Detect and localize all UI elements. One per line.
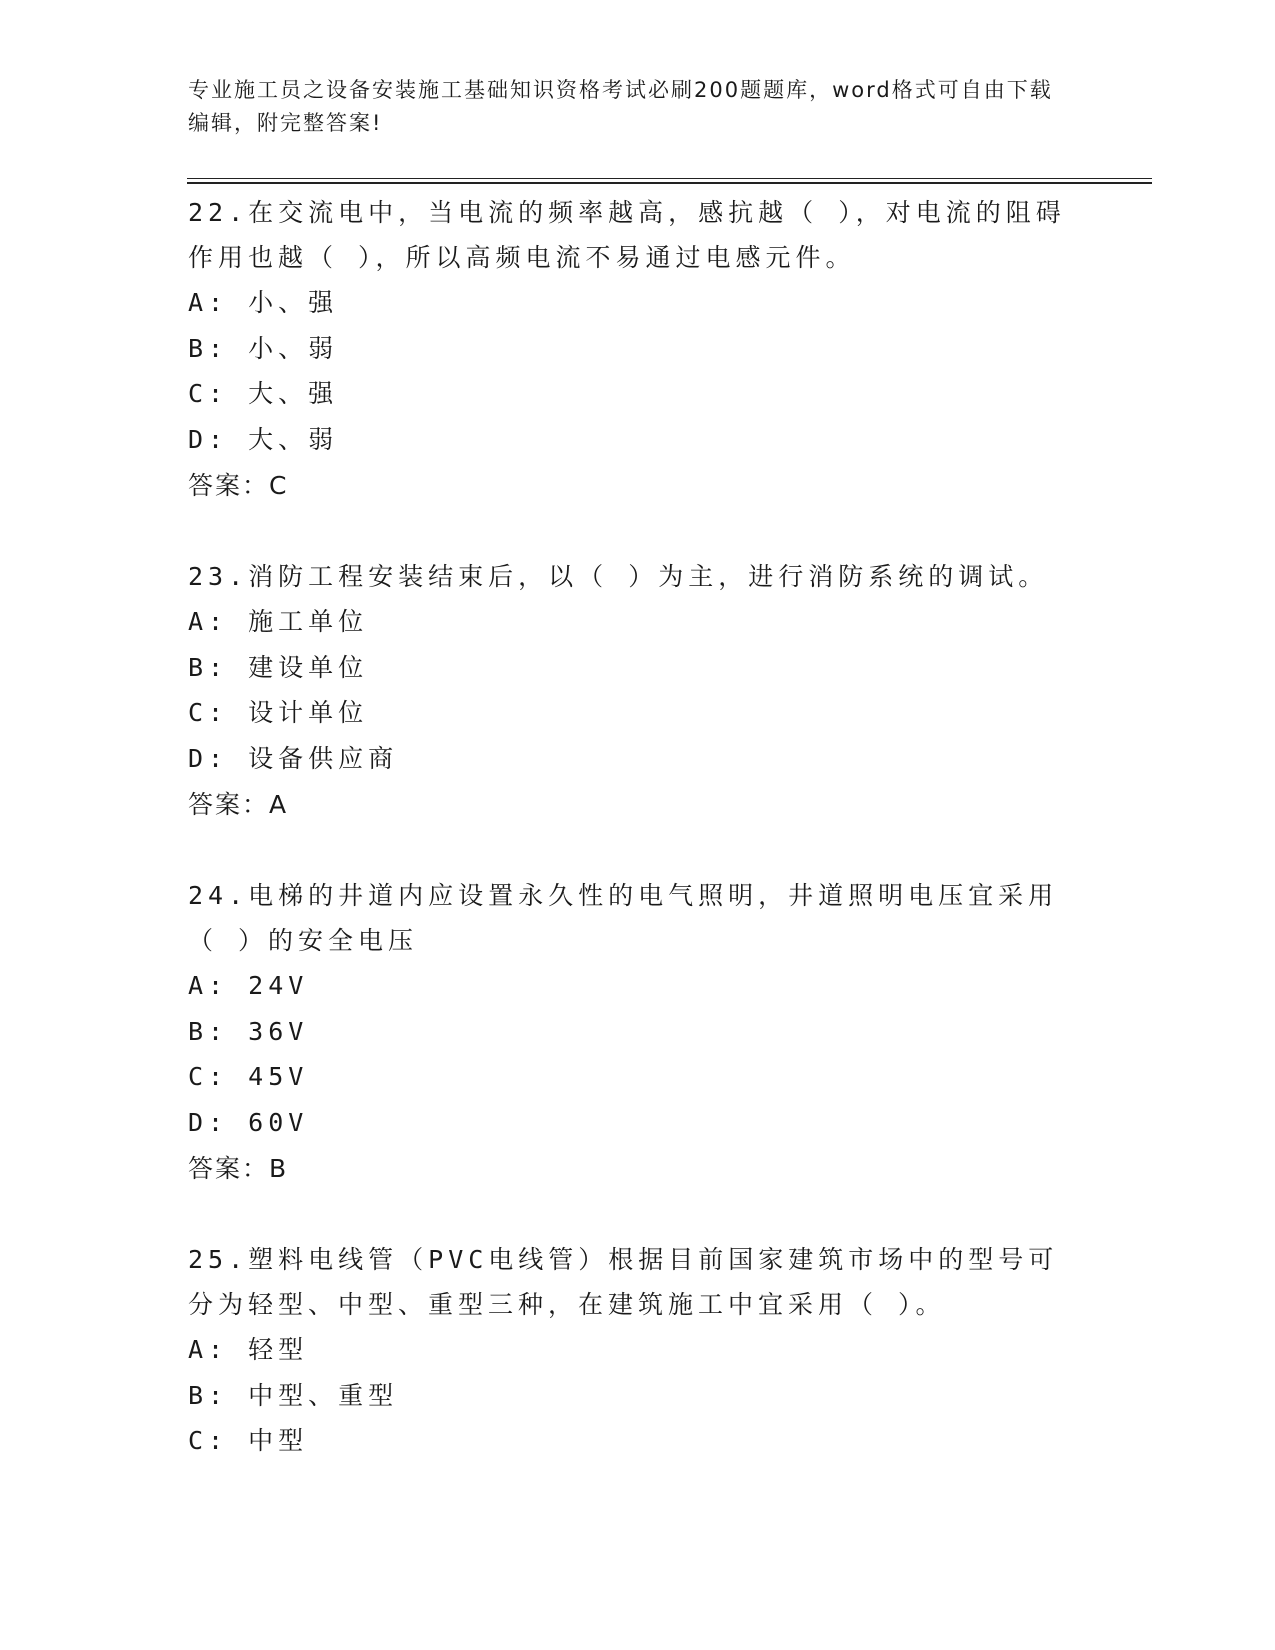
answer-line: 答案：B	[188, 1154, 289, 1183]
answer-line: 答案：A	[188, 790, 289, 819]
question-23	[188, 554, 1088, 827]
question-text: 23.消防工程安装结束后，以（ ）为主，进行消防系统的调试。	[188, 562, 1049, 591]
option-d: D: 60V	[188, 1107, 309, 1137]
header-divider-thick	[187, 182, 1152, 184]
header-divider-thin	[187, 178, 1152, 179]
option-b: B: 小、弱	[188, 333, 339, 363]
option-a: A: 24V	[188, 971, 309, 1000]
option-b: B: 中型、重型	[188, 1380, 399, 1410]
document-header: 专业施工员之设备安装施工基础知识资格考试必刷200题题库，word格式可自由下载编辑，附完整答案!	[188, 78, 1053, 135]
question-24	[188, 873, 1088, 1191]
option-c: C: 大、强	[188, 379, 339, 408]
option-c: C: 中型	[188, 1426, 309, 1455]
option-d: D: 设备供应商	[188, 743, 399, 773]
question-text: 24.电梯的井道内应设置永久性的电气照明，井道照明电压宜采用（ ）的安全电压	[188, 881, 1059, 955]
option-a: A: 轻型	[188, 1335, 309, 1364]
question-text: 25.塑料电线管（PVC电线管）根据目前国家建筑市场中的型号可分为轻型、中型、重型三种，在建筑施工中宜采用（ ）。	[188, 1245, 1059, 1319]
question-22	[188, 190, 1088, 508]
question-text: 22.在交流电中，当电流的频率越高，感抗越（ ），对电流的阻碍作用也越（ ），所以高频电流不易通过电感元件。	[188, 198, 1066, 272]
option-b: B: 36V	[188, 1016, 309, 1046]
question-list	[188, 190, 1088, 1510]
option-b: B: 建设单位	[188, 652, 369, 682]
question-25	[188, 1237, 1088, 1464]
option-a: A: 小、强	[188, 288, 339, 317]
option-c: C: 45V	[188, 1062, 309, 1091]
option-d: D: 大、弱	[188, 424, 339, 454]
option-c: C: 设计单位	[188, 698, 369, 727]
option-a: A: 施工单位	[188, 607, 369, 636]
answer-line: 答案：C	[188, 471, 289, 500]
